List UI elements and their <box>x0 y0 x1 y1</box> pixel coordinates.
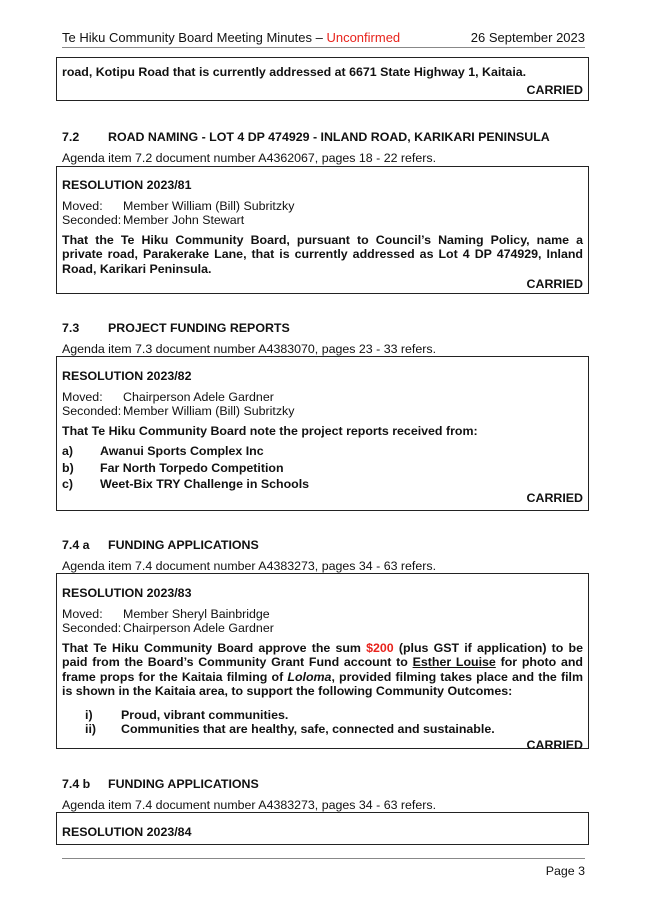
agenda-reference: Agenda item 7.2 document number A4362067, pages 18 - 22 refers. <box>62 151 437 165</box>
resolution-title: RESOLUTION 2023/81 <box>62 178 192 192</box>
seconded-by: Chairperson Adele Gardner <box>123 621 274 635</box>
resolution-box-2023-81 <box>56 166 589 294</box>
carried-label: CARRIED <box>526 737 583 752</box>
header-title-text: Te Hiku Community Board Meeting Minutes – <box>62 30 327 45</box>
resolution-title: RESOLUTION 2023/84 <box>62 825 192 839</box>
list-marker: i) <box>85 707 93 722</box>
resolution-box-2023-84 <box>56 812 589 845</box>
list-marker: c) <box>62 477 74 491</box>
section-heading-7-4-b <box>62 777 259 792</box>
resolution-title: RESOLUTION 2023/82 <box>62 369 192 383</box>
section-title: FUNDING APPLICATIONS <box>108 777 259 791</box>
seconded-label: Seconded: <box>62 404 122 418</box>
resolution-text: That the Te Hiku Community Board, pursuant to Council’s Naming Policy, name a private road, Parakerake Lane, that is currently addressed as Lot 4 DP 474929, Inland Road, Karikari Peninsula. <box>62 232 583 276</box>
resolution-box-2023-83 <box>56 573 589 752</box>
list-item <box>62 708 583 723</box>
moved-row <box>62 199 583 214</box>
resolution-text-part: That Te Hiku Community Board approve the sum <box>62 640 367 655</box>
list-text: Communities that are healthy, safe, connected and sustainable. <box>121 722 495 736</box>
section-heading-7-2 <box>62 130 550 145</box>
section-title: FUNDING APPLICATIONS <box>108 538 259 552</box>
resolution-box-2023-82 <box>56 356 589 511</box>
seconded-by: Member John Stewart <box>123 213 245 227</box>
header-title <box>62 31 400 46</box>
seconded-row <box>62 621 583 636</box>
list-item <box>62 461 583 476</box>
agenda-reference: Agenda item 7.3 document number A4383070, pages 23 - 33 refers. <box>62 342 437 356</box>
section-title: ROAD NAMING - LOT 4 DP 474929 - INLAND ROAD, KARIKARI PENINSULA <box>108 130 550 144</box>
list-item <box>62 444 583 459</box>
section-number: 7.4 a <box>62 538 90 552</box>
resolution-text: That Te Hiku Community Board note the project reports received from: <box>62 423 478 438</box>
list-text: Proud, vibrant communities. <box>121 707 289 722</box>
grant-recipient: Esther Louise <box>412 655 496 669</box>
resolution-box-continued <box>56 57 589 101</box>
moved-row <box>62 390 583 405</box>
list-marker: a) <box>62 444 74 458</box>
section-number: 7.2 <box>62 130 80 144</box>
film-title: Loloma <box>287 669 332 684</box>
seconded-row <box>62 213 583 228</box>
carried-label: CARRIED <box>526 82 583 97</box>
section-title: PROJECT FUNDING REPORTS <box>108 321 290 335</box>
page-header <box>62 31 585 48</box>
resolution-text-part: , provided filming takes place and the film is shown in the Kaitaia area, to support the following Community Outcomes: <box>62 669 583 698</box>
header-date: 26 September 2023 <box>470 30 585 45</box>
resolution-text-part: (plus GST if application) to be paid from the Board’s Community Grant Fund account to <box>62 640 583 669</box>
moved-by: Member Sheryl Bainbridge <box>123 606 270 621</box>
list-item <box>62 722 583 737</box>
seconded-label: Seconded: <box>62 621 122 635</box>
moved-by: Chairperson Adele Gardner <box>123 389 274 404</box>
section-heading-7-4-a <box>62 538 259 553</box>
section-number: 7.4 b <box>62 777 91 791</box>
resolution-text <box>62 641 583 699</box>
carried-label: CARRIED <box>526 490 583 505</box>
resolution-text: road, Kotipu Road that is currently addressed at 6671 State Highway 1, Kaitaia. <box>62 65 527 79</box>
moved-by: Member William (Bill) Subritzky <box>123 198 295 213</box>
moved-label: Moved: <box>62 198 103 213</box>
section-heading-7-3 <box>62 321 290 336</box>
list-text: Awanui Sports Complex Inc <box>100 444 264 458</box>
list-marker: ii) <box>85 722 97 736</box>
page-number: Page 3 <box>545 864 585 878</box>
footer-divider <box>62 858 585 859</box>
resolution-title: RESOLUTION 2023/83 <box>62 586 192 600</box>
moved-label: Moved: <box>62 389 103 404</box>
agenda-reference: Agenda item 7.4 document number A4383273, pages 34 - 63 refers. <box>62 798 437 812</box>
moved-label: Moved: <box>62 606 103 621</box>
list-marker: b) <box>62 460 74 475</box>
unconfirmed-label: Unconfirmed <box>326 30 401 45</box>
seconded-label: Seconded: <box>62 213 122 227</box>
seconded-row <box>62 404 583 419</box>
section-number: 7.3 <box>62 321 80 335</box>
agenda-reference: Agenda item 7.4 document number A4383273, pages 34 - 63 refers. <box>62 559 437 573</box>
moved-row <box>62 607 583 622</box>
list-text: Far North Torpedo Competition <box>100 460 284 475</box>
resolution-text-part: for photo and frame props for the Kaitaia filming of <box>62 655 583 684</box>
seconded-by: Member William (Bill) Subritzky <box>123 404 295 418</box>
list-text: Weet-Bix TRY Challenge in Schools <box>100 477 310 491</box>
grant-amount: $200 <box>366 640 394 655</box>
list-item <box>62 477 583 492</box>
carried-label: CARRIED <box>526 277 583 291</box>
